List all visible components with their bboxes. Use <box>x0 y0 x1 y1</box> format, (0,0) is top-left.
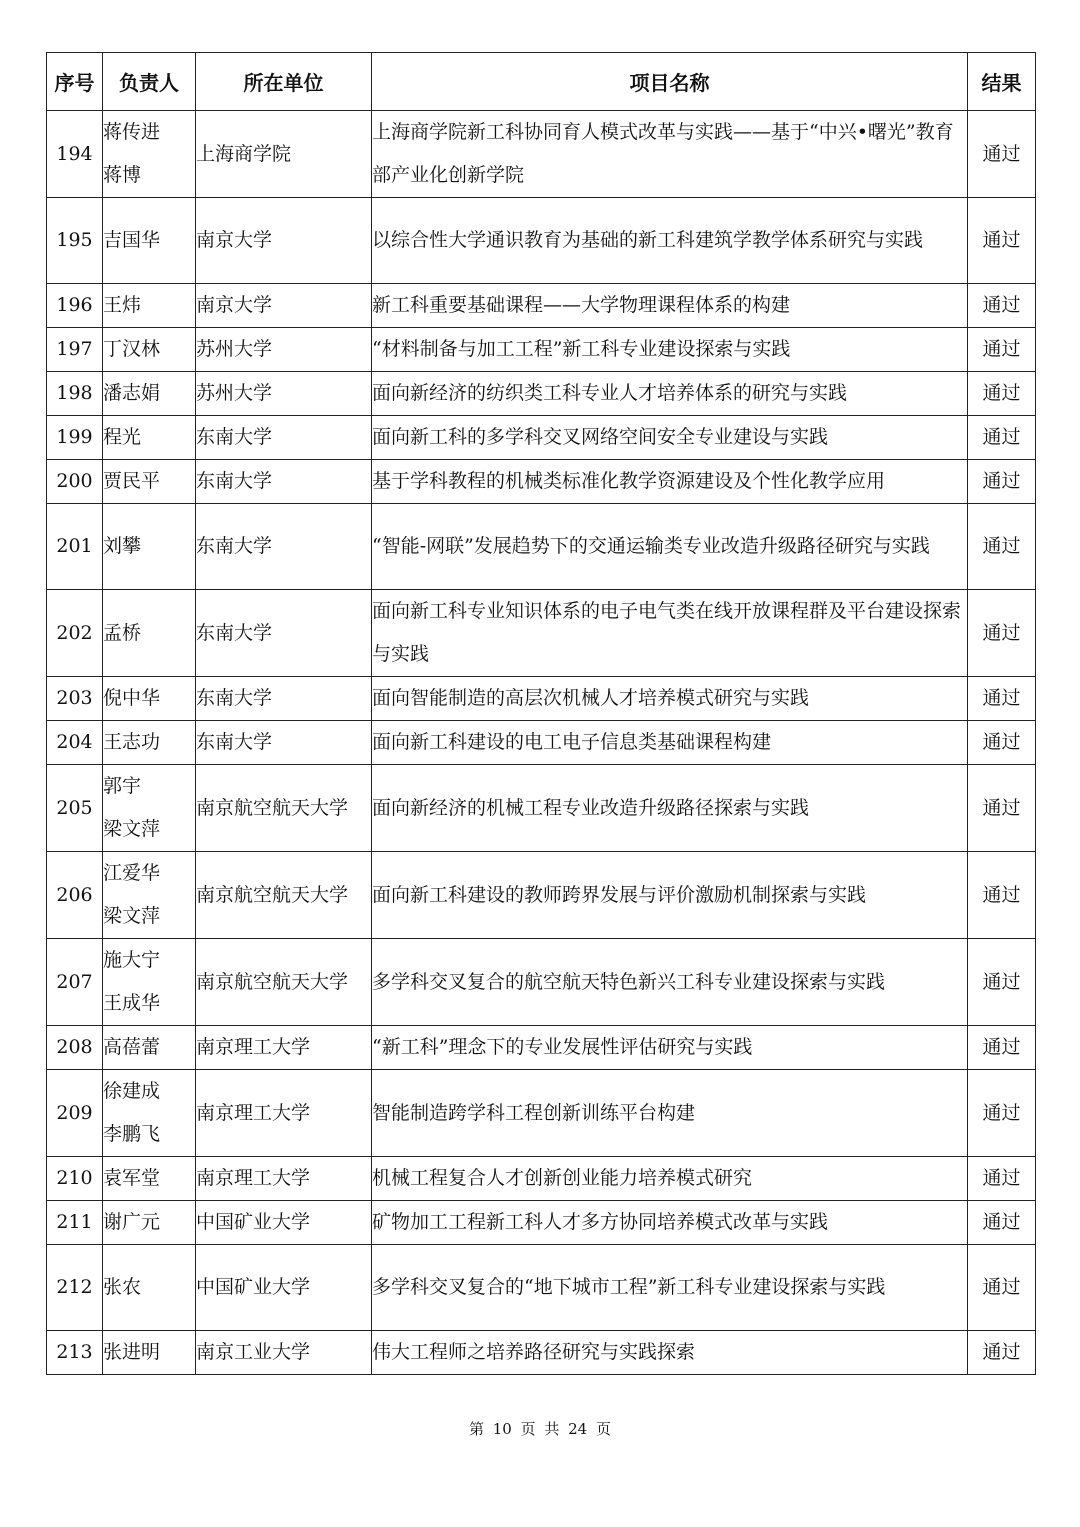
project-list-sheet <box>46 52 1035 1375</box>
row-seq: 201 <box>47 504 103 590</box>
table-row <box>47 460 1036 504</box>
person-name: 张农 <box>103 1276 142 1298</box>
row-seq: 211 <box>47 1201 103 1245</box>
row-person <box>103 1070 196 1157</box>
row-person <box>103 939 196 1026</box>
row-seq: 196 <box>47 284 103 328</box>
row-project: 以综合性大学通识教育为基础的新工科建筑学教学体系研究与实践 <box>372 198 968 284</box>
row-result: 通过 <box>968 1201 1036 1245</box>
person-name: 王志功 <box>103 731 161 753</box>
person-name: 丁汉林 <box>103 338 161 360</box>
row-unit: 苏州大学 <box>196 372 372 416</box>
row-project: 智能制造跨学科工程创新训练平台构建 <box>372 1070 968 1157</box>
row-project: 面向新工科建设的教师跨界发展与评价激励机制探索与实践 <box>372 852 968 939</box>
row-unit: 苏州大学 <box>196 328 372 372</box>
table-row <box>47 1201 1036 1245</box>
person-name: 高蓓蕾 <box>103 1036 161 1058</box>
row-person <box>103 111 196 198</box>
person-name: 张进明 <box>103 1341 161 1363</box>
person-name: 梁文萍 <box>103 818 161 840</box>
person-name: 袁军堂 <box>103 1167 161 1189</box>
header-seq: 序号 <box>47 53 103 111</box>
row-result: 通过 <box>968 852 1036 939</box>
table-row <box>47 372 1036 416</box>
table-row <box>47 1245 1036 1331</box>
row-unit: 东南大学 <box>196 677 372 721</box>
row-unit: 中国矿业大学 <box>196 1201 372 1245</box>
table-row <box>47 416 1036 460</box>
row-project: 多学科交叉复合的航空航天特色新兴工科专业建设探索与实践 <box>372 939 968 1026</box>
project-table <box>46 52 1036 1375</box>
row-seq: 195 <box>47 198 103 284</box>
row-unit: 南京理工大学 <box>196 1157 372 1201</box>
row-person <box>103 416 196 460</box>
person-name: 梁文萍 <box>103 905 161 927</box>
row-seq: 203 <box>47 677 103 721</box>
row-project: 面向新经济的纺织类工科专业人才培养体系的研究与实践 <box>372 372 968 416</box>
table-row <box>47 198 1036 284</box>
row-result: 通过 <box>968 328 1036 372</box>
row-seq: 208 <box>47 1026 103 1070</box>
person-name: 潘志娟 <box>103 382 161 404</box>
row-unit: 南京航空航天大学 <box>196 765 372 852</box>
row-unit: 南京大学 <box>196 284 372 328</box>
row-result: 通过 <box>968 416 1036 460</box>
person-name: 贾民平 <box>103 470 161 492</box>
row-project: 面向新经济的机械工程专业改造升级路径探索与实践 <box>372 765 968 852</box>
row-seq: 194 <box>47 111 103 198</box>
row-seq: 202 <box>47 590 103 677</box>
row-person <box>103 1245 196 1331</box>
table-row <box>47 1026 1036 1070</box>
row-project: “新工科”理念下的专业发展性评估研究与实践 <box>372 1026 968 1070</box>
row-unit: 南京理工大学 <box>196 1026 372 1070</box>
person-name: 刘攀 <box>103 535 142 557</box>
row-project: 矿物加工工程新工科人才多方协同培养模式改革与实践 <box>372 1201 968 1245</box>
table-body <box>47 111 1036 1375</box>
row-person <box>103 372 196 416</box>
row-seq: 210 <box>47 1157 103 1201</box>
row-unit: 南京大学 <box>196 198 372 284</box>
person-name: 蒋传进 <box>103 121 161 143</box>
row-result: 通过 <box>968 460 1036 504</box>
person-name: 李鹏飞 <box>103 1123 161 1145</box>
row-unit: 东南大学 <box>196 460 372 504</box>
row-result: 通过 <box>968 721 1036 765</box>
row-person <box>103 1026 196 1070</box>
person-name: 吉国华 <box>103 229 161 251</box>
row-person <box>103 590 196 677</box>
table-row <box>47 590 1036 677</box>
row-result: 通过 <box>968 198 1036 284</box>
row-seq: 206 <box>47 852 103 939</box>
row-seq: 207 <box>47 939 103 1026</box>
person-name: 程光 <box>103 426 142 448</box>
row-project: 机械工程复合人才创新创业能力培养模式研究 <box>372 1157 968 1201</box>
person-name: 谢广元 <box>103 1211 161 1233</box>
header-person: 负责人 <box>103 53 196 111</box>
row-result: 通过 <box>968 1245 1036 1331</box>
header-unit: 所在单位 <box>196 53 372 111</box>
row-result: 通过 <box>968 765 1036 852</box>
person-name: 王炜 <box>103 294 142 316</box>
person-name: 王成华 <box>103 992 161 1014</box>
row-unit: 东南大学 <box>196 416 372 460</box>
row-person <box>103 198 196 284</box>
row-project: 面向新工科专业知识体系的电子电气类在线开放课程群及平台建设探索与实践 <box>372 590 968 677</box>
row-unit: 南京工业大学 <box>196 1331 372 1375</box>
row-person <box>103 1331 196 1375</box>
row-seq: 204 <box>47 721 103 765</box>
row-person <box>103 1157 196 1201</box>
person-name: 江爱华 <box>103 862 161 884</box>
row-person <box>103 284 196 328</box>
header-result: 结果 <box>968 53 1036 111</box>
person-name: 施大宁 <box>103 949 161 971</box>
row-person <box>103 721 196 765</box>
table-row <box>47 1331 1036 1375</box>
row-person <box>103 504 196 590</box>
row-result: 通过 <box>968 504 1036 590</box>
person-name: 徐建成 <box>103 1080 161 1102</box>
row-result: 通过 <box>968 284 1036 328</box>
person-name: 郭宇 <box>103 775 142 797</box>
row-project: “智能-网联”发展趋势下的交通运输类专业改造升级路径研究与实践 <box>372 504 968 590</box>
row-project: 面向智能制造的高层次机械人才培养模式研究与实践 <box>372 677 968 721</box>
table-row <box>47 677 1036 721</box>
row-result: 通过 <box>968 111 1036 198</box>
row-project: “材料制备与加工工程”新工科专业建设探索与实践 <box>372 328 968 372</box>
table-row <box>47 852 1036 939</box>
row-seq: 213 <box>47 1331 103 1375</box>
row-seq: 212 <box>47 1245 103 1331</box>
row-result: 通过 <box>968 372 1036 416</box>
row-unit: 东南大学 <box>196 504 372 590</box>
row-result: 通过 <box>968 1331 1036 1375</box>
row-result: 通过 <box>968 939 1036 1026</box>
table-row <box>47 1157 1036 1201</box>
row-seq: 209 <box>47 1070 103 1157</box>
table-row <box>47 328 1036 372</box>
row-person <box>103 1201 196 1245</box>
row-project: 基于学科教程的机械类标准化教学资源建设及个性化教学应用 <box>372 460 968 504</box>
row-unit: 中国矿业大学 <box>196 1245 372 1331</box>
table-row <box>47 1070 1036 1157</box>
page-footer: 第 10 页 共 24 页 <box>468 1420 611 1438</box>
row-unit: 南京理工大学 <box>196 1070 372 1157</box>
row-seq: 205 <box>47 765 103 852</box>
row-result: 通过 <box>968 590 1036 677</box>
table-row <box>47 504 1036 590</box>
table-header-row <box>47 53 1036 111</box>
person-name: 蒋博 <box>103 164 142 186</box>
row-unit: 上海商学院 <box>196 111 372 198</box>
row-person <box>103 852 196 939</box>
table-row <box>47 939 1036 1026</box>
row-project: 面向新工科的多学科交叉网络空间安全专业建设与实践 <box>372 416 968 460</box>
row-result: 通过 <box>968 1070 1036 1157</box>
row-seq: 198 <box>47 372 103 416</box>
row-unit: 南京航空航天大学 <box>196 939 372 1026</box>
person-name: 孟桥 <box>103 621 142 644</box>
row-project: 新工科重要基础课程——大学物理课程体系的构建 <box>372 284 968 328</box>
row-unit: 南京航空航天大学 <box>196 852 372 939</box>
header-project: 项目名称 <box>372 53 968 111</box>
table-row <box>47 111 1036 198</box>
row-result: 通过 <box>968 677 1036 721</box>
row-person <box>103 460 196 504</box>
row-unit: 东南大学 <box>196 590 372 677</box>
row-person <box>103 328 196 372</box>
row-project: 多学科交叉复合的“地下城市工程”新工科专业建设探索与实践 <box>372 1245 968 1331</box>
table-row <box>47 765 1036 852</box>
row-unit: 东南大学 <box>196 721 372 765</box>
row-seq: 200 <box>47 460 103 504</box>
row-seq: 199 <box>47 416 103 460</box>
row-project: 面向新工科建设的电工电子信息类基础课程构建 <box>372 721 968 765</box>
table-row <box>47 284 1036 328</box>
row-project: 上海商学院新工科协同育人模式改革与实践——基于“中兴•曙光”教育部产业化创新学院 <box>372 111 968 198</box>
person-name: 倪中华 <box>103 687 161 709</box>
table-row <box>47 721 1036 765</box>
row-person <box>103 677 196 721</box>
row-seq: 197 <box>47 328 103 372</box>
row-result: 通过 <box>968 1026 1036 1070</box>
row-result: 通过 <box>968 1157 1036 1201</box>
row-person <box>103 765 196 852</box>
row-project: 伟大工程师之培养路径研究与实践探索 <box>372 1331 968 1375</box>
